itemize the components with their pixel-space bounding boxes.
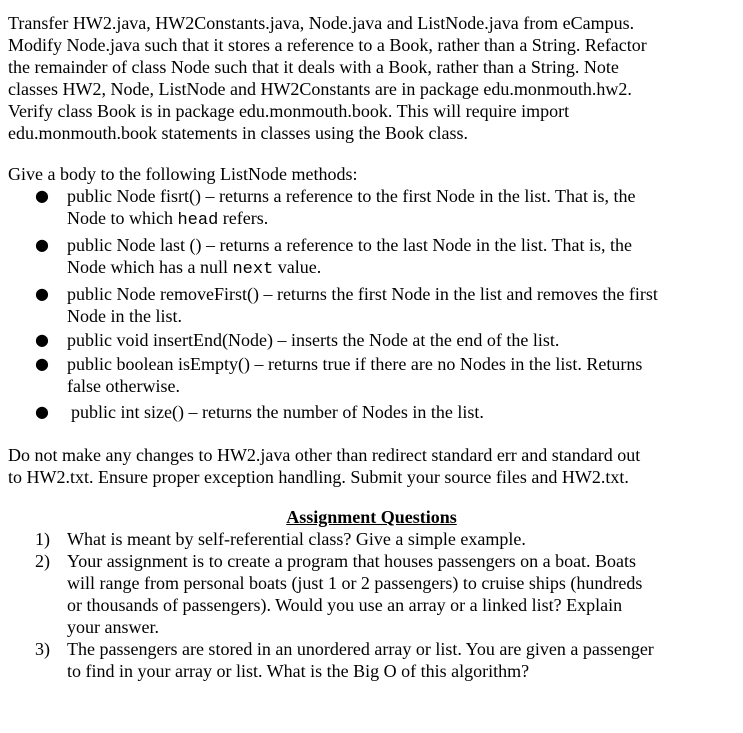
question-line: your answer. (67, 617, 159, 637)
method-line: public void insertEnd(Node) – inserts the Node at the end of the list. (67, 330, 560, 350)
intro-line: edu.monmouth.book statements in classes using the Book class. (8, 123, 468, 143)
question-number: 2) (35, 551, 50, 571)
method-line: public Node removeFirst() – returns the first Node in the list and removes the first (67, 284, 658, 304)
instructions-line: Do not make any changes to HW2.java other than redirect standard err and standard out (8, 445, 641, 465)
question-line: What is meant by self-referential class? Give a simple example. (67, 529, 526, 549)
methods-intro: Give a body to the following ListNode methods: (8, 164, 358, 184)
method-text: refers. (218, 208, 269, 228)
code-next: next (232, 260, 274, 279)
question-line: The passengers are stored in an unordered array or list. You are given a passenger (67, 639, 654, 659)
methods-list (8, 185, 735, 423)
questions-heading: Assignment Questions (286, 507, 457, 527)
questions-list (8, 528, 735, 682)
method-text: Node which has a null (67, 257, 233, 277)
method-item (8, 329, 735, 351)
instructions-paragraph (8, 444, 735, 488)
intro-line: classes HW2, Node, ListNode and HW2Constants are in package edu.monmouth.hw2. (8, 79, 632, 99)
intro-line: the remainder of class Node such that it deals with a Book, rather than a String. Note (8, 57, 619, 77)
method-item (8, 401, 735, 423)
question-line: or thousands of passengers). Would you use an array or a linked list? Explain (67, 595, 623, 615)
question-line: will range from personal boats (just 1 or 2 passengers) to cruise ships (hundreds (67, 573, 643, 593)
intro-line: Modify Node.java such that it stores a reference to a Book, rather than a String. Refactor (8, 35, 647, 55)
intro-line: Transfer HW2.java, HW2Constants.java, Node.java and ListNode.java from eCampus. (8, 13, 635, 33)
method-line: public boolean isEmpty() – returns true if there are no Nodes in the list. Returns (67, 354, 643, 374)
instructions-line: to HW2.txt. Ensure proper exception handling. Submit your source files and HW2.txt. (8, 467, 629, 487)
question-item (8, 528, 735, 550)
intro-paragraph (8, 12, 735, 144)
method-text: Node to which (67, 208, 178, 228)
method-line (67, 256, 735, 281)
method-text: value. (273, 257, 322, 277)
method-item (8, 185, 735, 232)
question-number: 3) (35, 639, 50, 659)
method-line (67, 207, 735, 232)
bullet-icon: ● (35, 186, 49, 205)
spacer (8, 488, 735, 506)
bullet-icon: ● (35, 235, 49, 254)
question-item (8, 550, 735, 638)
method-item (8, 353, 735, 397)
bullet-icon: ● (35, 402, 49, 421)
question-item (8, 638, 735, 682)
question-number: 1) (35, 529, 50, 549)
intro-line: Verify class Book is in package edu.monmouth.book. This will require import (8, 101, 570, 121)
bullet-icon: ● (35, 354, 49, 373)
method-line: Node in the list. (67, 306, 182, 326)
method-line: public Node fisrt() – returns a reference to the first Node in the list. That is, the (67, 186, 636, 206)
method-line: false otherwise. (67, 376, 180, 396)
question-line: to find in your array or list. What is the Big O of this algorithm? (67, 661, 530, 681)
bullet-icon: ● (35, 284, 49, 303)
spacer (8, 425, 735, 444)
method-line: public Node last () – returns a reference to the last Node in the list. That is, the (67, 235, 632, 255)
bullet-icon: ● (35, 330, 49, 349)
method-line: public int size() – returns the number of Nodes in the list. (71, 402, 484, 422)
question-line: Your assignment is to create a program that houses passengers on a boat. Boats (67, 551, 637, 571)
code-head: head (177, 211, 219, 230)
spacer (8, 144, 735, 163)
method-item (8, 283, 735, 327)
method-item (8, 234, 735, 281)
